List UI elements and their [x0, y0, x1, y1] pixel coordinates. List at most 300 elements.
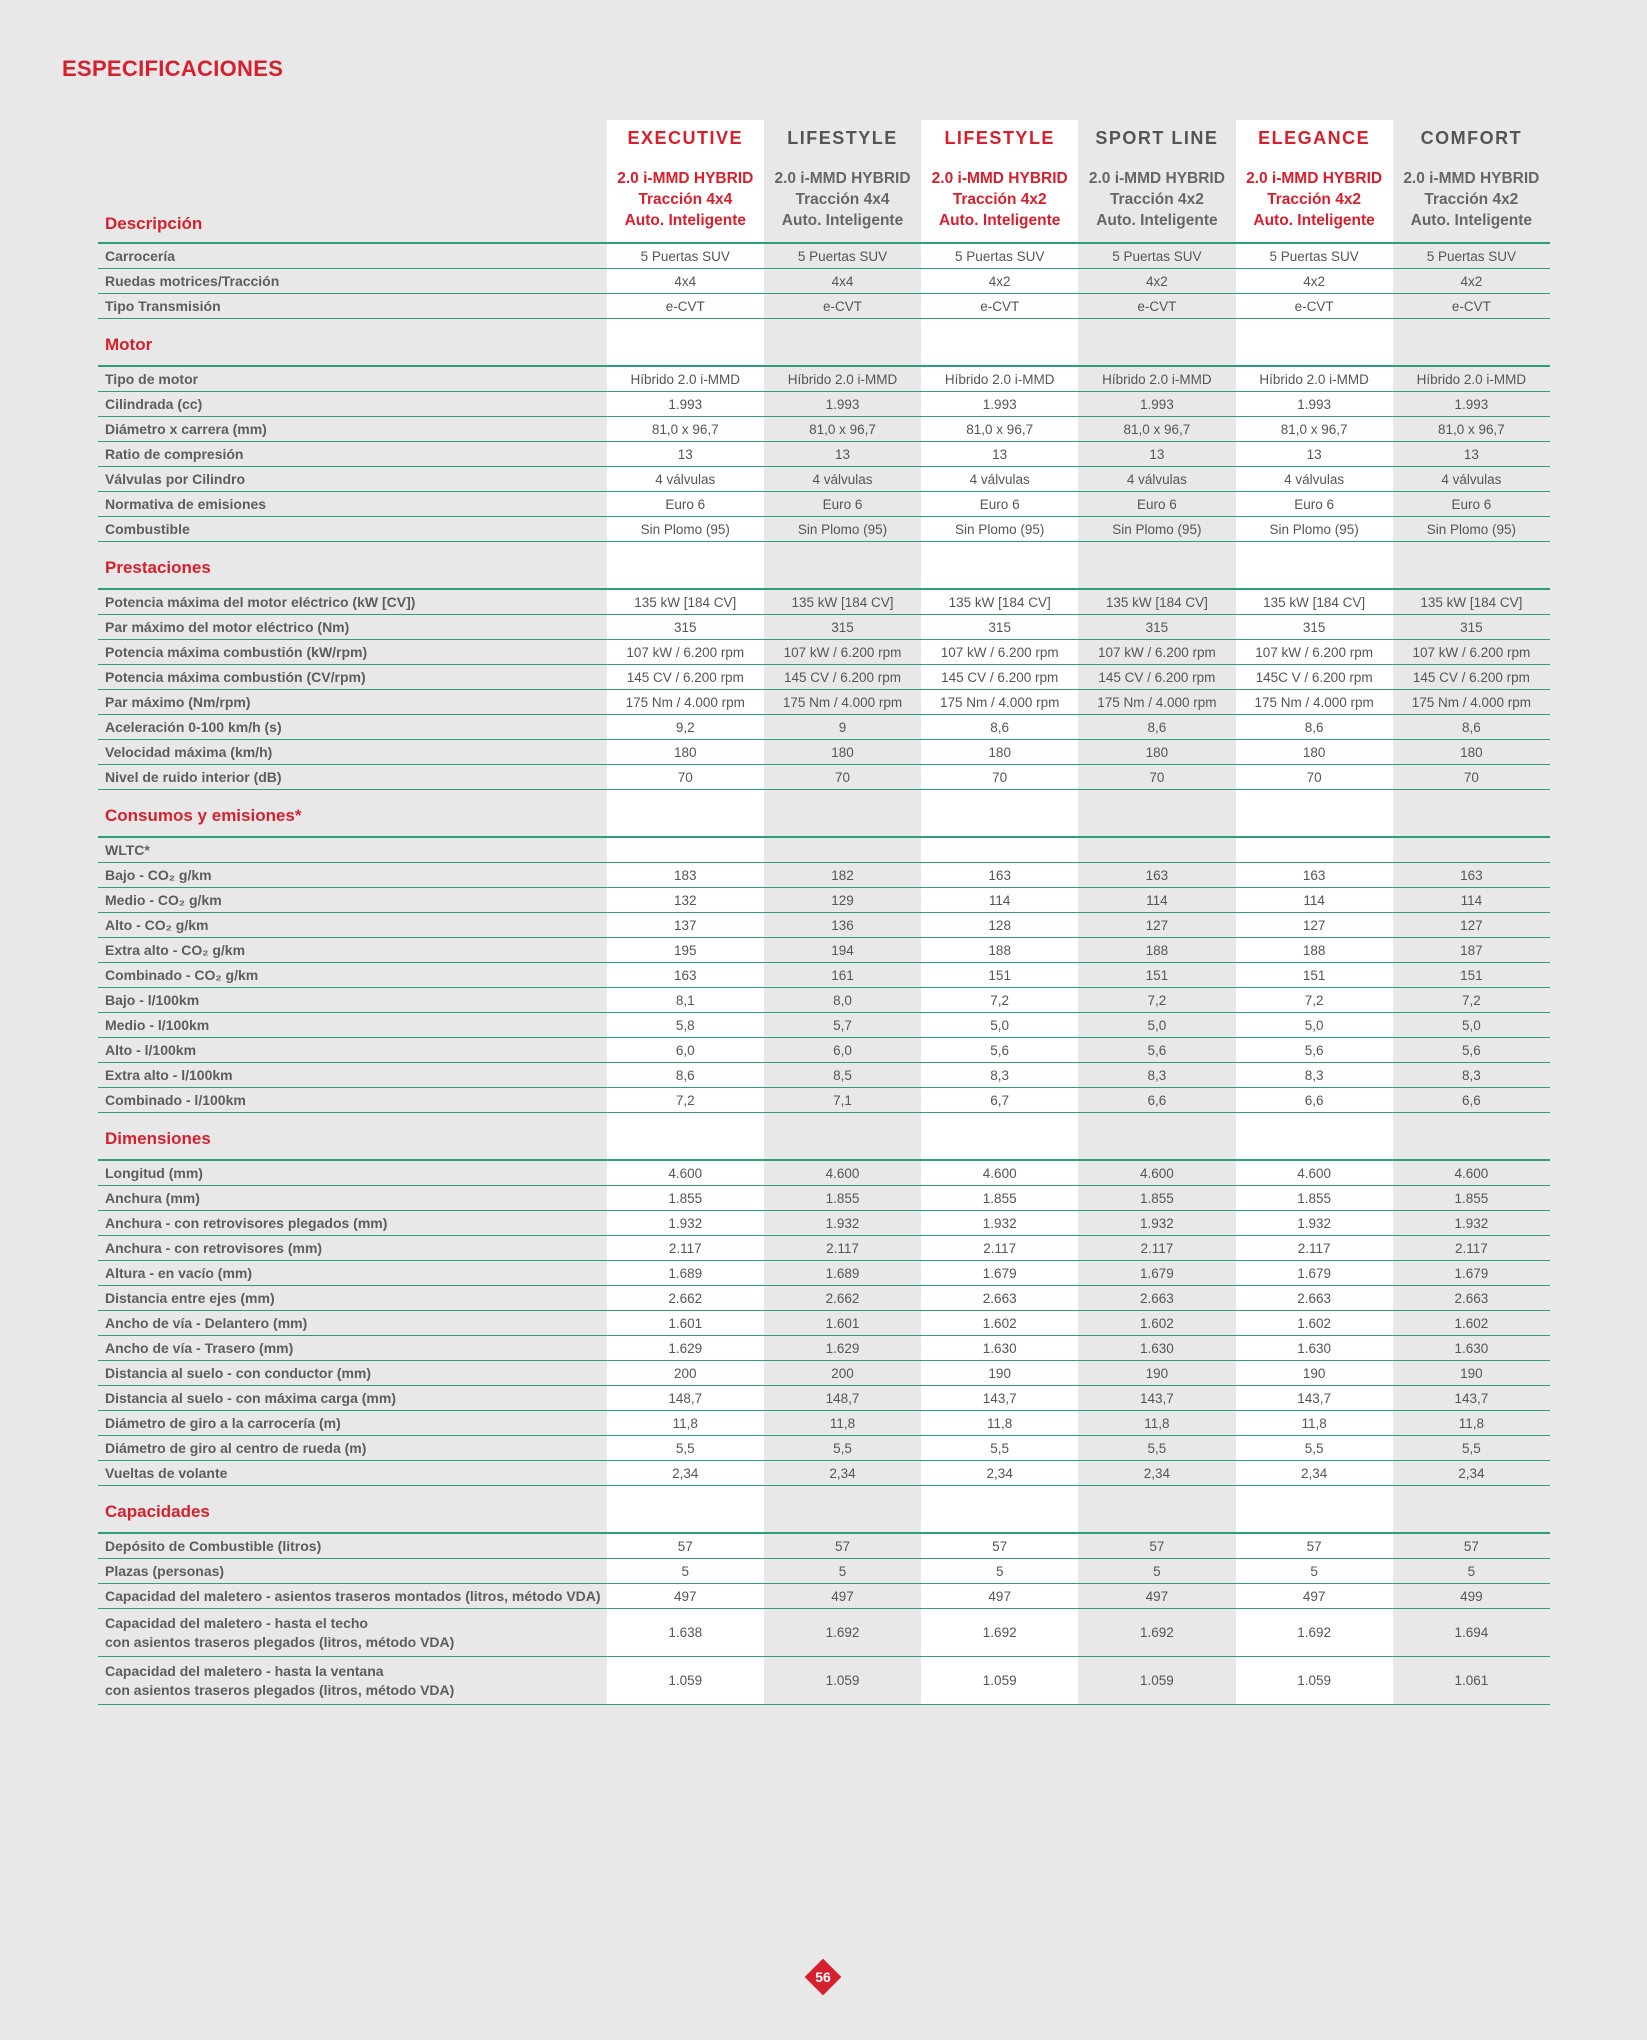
table-cell: 8,1: [607, 988, 764, 1013]
table-cell: 8,6: [921, 715, 1078, 740]
table-cell: 135 kW [184 CV]: [764, 589, 921, 615]
table-cell: 2.663: [1078, 1286, 1235, 1311]
table-cell: 194: [764, 938, 921, 963]
table-cell: 7,2: [1236, 988, 1393, 1013]
table-cell: 1.059: [764, 1657, 921, 1705]
table-cell: 1.630: [1078, 1336, 1235, 1361]
table-cell: 13: [1078, 442, 1235, 467]
table-cell: 5: [1078, 1559, 1235, 1584]
table-cell: 57: [1078, 1533, 1235, 1559]
table-cell: 4x2: [1236, 269, 1393, 294]
table-cell: 2.662: [607, 1286, 764, 1311]
column-header-3: LIFESTYLE: [921, 120, 1078, 156]
row-label: Par máximo (Nm/rpm): [98, 690, 607, 715]
section-spacer-cell: [1393, 319, 1550, 367]
table-cell: 1.689: [764, 1261, 921, 1286]
table-cell: 5,5: [1393, 1436, 1550, 1461]
table-row: [98, 467, 1550, 492]
table-cell: 70: [764, 765, 921, 790]
table-cell: 188: [1078, 938, 1235, 963]
table-cell: 8,6: [1078, 715, 1235, 740]
table-cell: 151: [1393, 963, 1550, 988]
table-row: [98, 1236, 1550, 1261]
table-cell: 1.602: [1078, 1311, 1235, 1336]
table-cell: 1.630: [1393, 1336, 1550, 1361]
table-cell: 4 válvulas: [607, 467, 764, 492]
section-spacer-cell: [607, 1113, 764, 1161]
table-row: [98, 1386, 1550, 1411]
table-cell: 315: [1236, 615, 1393, 640]
table-row: [98, 366, 1550, 392]
row-label: Alto - l/100km: [98, 1038, 607, 1063]
table-cell: 1.855: [1078, 1186, 1235, 1211]
table-cell: 13: [921, 442, 1078, 467]
table-cell: Sin Plomo (95): [607, 517, 764, 542]
row-label: Combustible: [98, 517, 607, 542]
column-variant-4: [1078, 156, 1235, 243]
table-cell: 107 kW / 6.200 rpm: [764, 640, 921, 665]
table-row: [98, 913, 1550, 938]
row-label: Normativa de emisiones: [98, 492, 607, 517]
row-label: Combinado - CO₂ g/km: [98, 963, 607, 988]
table-cell: 1.679: [1236, 1261, 1393, 1286]
section-spacer-cell: [1236, 1113, 1393, 1161]
section-spacer-cell: [1393, 790, 1550, 838]
table-cell: 1.679: [1393, 1261, 1550, 1286]
table-row: [98, 765, 1550, 790]
table-cell: 6,6: [1393, 1088, 1550, 1113]
row-label: Anchura (mm): [98, 1186, 607, 1211]
table-cell: 2,34: [1236, 1461, 1393, 1486]
row-label: Medio - l/100km: [98, 1013, 607, 1038]
table-cell: 6,0: [607, 1038, 764, 1063]
table-cell: 137: [607, 913, 764, 938]
table-cell: 5,5: [921, 1436, 1078, 1461]
table-cell: Sin Plomo (95): [1236, 517, 1393, 542]
row-label: Potencia máxima combustión (CV/rpm): [98, 665, 607, 690]
table-cell: 1.061: [1393, 1657, 1550, 1705]
table-cell: 57: [607, 1533, 764, 1559]
table-cell: 1.629: [607, 1336, 764, 1361]
table-cell: 161: [764, 963, 921, 988]
section-spacer-cell: [1236, 837, 1393, 863]
table-cell: 2,34: [1393, 1461, 1550, 1486]
table-cell: 57: [1236, 1533, 1393, 1559]
table-cell: 5,8: [607, 1013, 764, 1038]
section-spacer-cell: [764, 790, 921, 838]
table-cell: 145C V / 6.200 rpm: [1236, 665, 1393, 690]
table-cell: 11,8: [607, 1411, 764, 1436]
variant-line: 2.0 i-MMD HYBRID: [931, 169, 1068, 187]
table-cell: 1.602: [921, 1311, 1078, 1336]
table-cell: 114: [1078, 888, 1235, 913]
section-spacer-cell: [607, 1486, 764, 1534]
table-cell: e-CVT: [1393, 294, 1550, 319]
row-label: Bajo - l/100km: [98, 988, 607, 1013]
table-cell: 5 Puertas SUV: [1236, 243, 1393, 269]
table-cell: 1.602: [1236, 1311, 1393, 1336]
specifications-table: [98, 120, 1550, 1705]
column-header-5: ELEGANCE: [1236, 120, 1393, 156]
table-cell: 13: [764, 442, 921, 467]
table-row: [98, 740, 1550, 765]
table-cell: 145 CV / 6.200 rpm: [607, 665, 764, 690]
table-cell: 182: [764, 863, 921, 888]
table-row: [98, 1311, 1550, 1336]
table-cell: 127: [1078, 913, 1235, 938]
table-cell: Euro 6: [921, 492, 1078, 517]
row-label: Capacidad del maletero - asientos traseros montados (litros, método VDA): [98, 1584, 607, 1609]
table-cell: Híbrido 2.0 i-MMD: [764, 366, 921, 392]
table-cell: 135 kW [184 CV]: [921, 589, 1078, 615]
table-cell: 315: [1078, 615, 1235, 640]
row-label: Distancia al suelo - con conductor (mm): [98, 1361, 607, 1386]
section-title: Dimensiones: [98, 1113, 607, 1161]
table-cell: 107 kW / 6.200 rpm: [1078, 640, 1235, 665]
row-label: Longitud (mm): [98, 1160, 607, 1186]
table-cell: 315: [607, 615, 764, 640]
table-cell: 190: [1078, 1361, 1235, 1386]
table-row: [98, 1533, 1550, 1559]
table-cell: 1.932: [1236, 1211, 1393, 1236]
table-cell: 1.855: [764, 1186, 921, 1211]
table-cell: 1.059: [921, 1657, 1078, 1705]
table-cell: 5,6: [1078, 1038, 1235, 1063]
table-cell: 5,0: [1393, 1013, 1550, 1038]
table-cell: 180: [1393, 740, 1550, 765]
table-cell: 114: [921, 888, 1078, 913]
row-label-line: Capacidad del maletero - hasta la ventana: [105, 1662, 384, 1679]
table-cell: 4x4: [607, 269, 764, 294]
row-label: Ancho de vía - Delantero (mm): [98, 1311, 607, 1336]
description-label: Descripción: [98, 156, 607, 243]
table-cell: 151: [921, 963, 1078, 988]
table-cell: 180: [607, 740, 764, 765]
section-spacer-cell: [607, 319, 764, 367]
table-cell: 5: [921, 1559, 1078, 1584]
table-cell: 135 kW [184 CV]: [1078, 589, 1235, 615]
table-cell: 145 CV / 6.200 rpm: [1078, 665, 1235, 690]
table-cell: 135 kW [184 CV]: [1393, 589, 1550, 615]
variant-line: Tracción 4x4: [795, 190, 890, 208]
table-cell: 143,7: [921, 1386, 1078, 1411]
table-cell: 114: [1236, 888, 1393, 913]
table-cell: 2,34: [921, 1461, 1078, 1486]
table-cell: 5,5: [1236, 1436, 1393, 1461]
table-cell: 1.692: [921, 1609, 1078, 1657]
variant-line: Auto. Inteligente: [938, 211, 1061, 229]
table-cell: 5 Puertas SUV: [1393, 243, 1550, 269]
table-cell: 1.932: [607, 1211, 764, 1236]
section-spacer-cell: [921, 542, 1078, 590]
row-label: Diámetro de giro al centro de rueda (m): [98, 1436, 607, 1461]
table-cell: e-CVT: [1078, 294, 1235, 319]
table-cell: 180: [1078, 740, 1235, 765]
table-cell: 1.855: [1393, 1186, 1550, 1211]
table-cell: 163: [607, 963, 764, 988]
table-cell: 81,0 x 96,7: [921, 417, 1078, 442]
table-cell: e-CVT: [1236, 294, 1393, 319]
table-row: [98, 640, 1550, 665]
table-cell: 107 kW / 6.200 rpm: [607, 640, 764, 665]
table-cell: 5 Puertas SUV: [1078, 243, 1235, 269]
table-cell: 180: [1236, 740, 1393, 765]
table-cell: 2.117: [1078, 1236, 1235, 1261]
column-variant-3: [921, 156, 1078, 243]
table-cell: 1.679: [1078, 1261, 1235, 1286]
table-cell: 145 CV / 6.200 rpm: [764, 665, 921, 690]
header-spacer: [98, 120, 607, 156]
table-cell: 6,6: [1236, 1088, 1393, 1113]
table-cell: 143,7: [1078, 1386, 1235, 1411]
page-number-badge: [804, 1958, 842, 1996]
table-row: [98, 1063, 1550, 1088]
row-label: Tipo Transmisión: [98, 294, 607, 319]
table-cell: 1.993: [921, 392, 1078, 417]
row-label: Anchura - con retrovisores plegados (mm): [98, 1211, 607, 1236]
table-cell: 1.993: [1078, 392, 1235, 417]
section-spacer-cell: [764, 319, 921, 367]
table-cell: 9,2: [607, 715, 764, 740]
table-cell: 188: [921, 938, 1078, 963]
section-spacer-cell: [1078, 1113, 1235, 1161]
table-cell: 5 Puertas SUV: [607, 243, 764, 269]
table-cell: 8,5: [764, 1063, 921, 1088]
variant-line: Tracción 4x2: [1267, 190, 1362, 208]
section-spacer-cell: [921, 1486, 1078, 1534]
table-cell: 175 Nm / 4.000 rpm: [1393, 690, 1550, 715]
table-cell: 180: [764, 740, 921, 765]
section-spacer-cell: [607, 542, 764, 590]
variant-line: 2.0 i-MMD HYBRID: [1088, 169, 1225, 187]
table-cell: 1.993: [1236, 392, 1393, 417]
table-cell: 163: [921, 863, 1078, 888]
table-cell: Euro 6: [1236, 492, 1393, 517]
table-cell: 183: [607, 863, 764, 888]
row-label: Extra alto - l/100km: [98, 1063, 607, 1088]
table-cell: 7,2: [607, 1088, 764, 1113]
row-label: Altura - en vacío (mm): [98, 1261, 607, 1286]
subsection-row: [98, 837, 1550, 863]
table-row: [98, 938, 1550, 963]
table-cell: 5: [1236, 1559, 1393, 1584]
table-cell: 4.600: [1236, 1160, 1393, 1186]
table-cell: 163: [1393, 863, 1550, 888]
table-cell: 151: [1236, 963, 1393, 988]
table-row: [98, 1436, 1550, 1461]
table-row: [98, 442, 1550, 467]
table-cell: 2.117: [1236, 1236, 1393, 1261]
table-cell: e-CVT: [764, 294, 921, 319]
variant-line: 2.0 i-MMD HYBRID: [1403, 169, 1540, 187]
section-spacer-cell: [764, 1486, 921, 1534]
table-cell: 2.662: [764, 1286, 921, 1311]
table-cell: 195: [607, 938, 764, 963]
section-spacer-cell: [764, 837, 921, 863]
row-label: Vueltas de volante: [98, 1461, 607, 1486]
table-cell: 200: [607, 1361, 764, 1386]
row-label: [98, 1609, 607, 1657]
table-cell: 8,3: [921, 1063, 1078, 1088]
row-label-line: Capacidad del maletero - hasta el techo: [105, 1614, 368, 1631]
table-cell: 6,6: [1078, 1088, 1235, 1113]
table-cell: 8,6: [607, 1063, 764, 1088]
row-label: Depósito de Combustible (litros): [98, 1533, 607, 1559]
table-row: [98, 589, 1550, 615]
table-cell: 5: [1393, 1559, 1550, 1584]
table-cell: 81,0 x 96,7: [764, 417, 921, 442]
table-cell: 5 Puertas SUV: [921, 243, 1078, 269]
row-label: Par máximo del motor eléctrico (Nm): [98, 615, 607, 640]
variant-line: Auto. Inteligente: [1096, 211, 1218, 229]
section-title: Capacidades: [98, 1486, 607, 1534]
variant-line: Tracción 4x4: [638, 190, 733, 208]
table-cell: 7,2: [1078, 988, 1235, 1013]
section-spacer-cell: [1078, 542, 1235, 590]
row-label: [98, 1657, 607, 1705]
table-cell: 148,7: [607, 1386, 764, 1411]
table-cell: 1.692: [1236, 1609, 1393, 1657]
table-cell: 1.679: [921, 1261, 1078, 1286]
section-title: Motor: [98, 319, 607, 367]
table-cell: 5,0: [1078, 1013, 1235, 1038]
row-label: Bajo - CO₂ g/km: [98, 863, 607, 888]
table-cell: 145 CV / 6.200 rpm: [921, 665, 1078, 690]
table-cell: 7,2: [921, 988, 1078, 1013]
table-cell: 151: [1078, 963, 1235, 988]
row-label: Potencia máxima del motor eléctrico (kW [CV]): [98, 589, 607, 615]
table-cell: 5,5: [607, 1436, 764, 1461]
table-row: [98, 492, 1550, 517]
table-cell: 4x2: [1393, 269, 1550, 294]
table-row: [98, 1336, 1550, 1361]
table-cell: 143,7: [1236, 1386, 1393, 1411]
table-cell: 57: [764, 1533, 921, 1559]
table-cell: 6,0: [764, 1038, 921, 1063]
table-cell: Euro 6: [607, 492, 764, 517]
section-spacer-cell: [1078, 837, 1235, 863]
row-label: Alto - CO₂ g/km: [98, 913, 607, 938]
table-cell: Sin Plomo (95): [921, 517, 1078, 542]
table-cell: 5,6: [921, 1038, 1078, 1063]
section-spacer-cell: [1393, 1486, 1550, 1534]
section-spacer-cell: [921, 790, 1078, 838]
table-cell: 190: [1236, 1361, 1393, 1386]
table-row: [98, 294, 1550, 319]
table-cell: 81,0 x 96,7: [607, 417, 764, 442]
table-cell: 11,8: [1236, 1411, 1393, 1436]
row-label: Medio - CO₂ g/km: [98, 888, 607, 913]
section-spacer-cell: [1236, 542, 1393, 590]
table-cell: 8,3: [1236, 1063, 1393, 1088]
table-cell: 497: [607, 1584, 764, 1609]
table-cell: e-CVT: [607, 294, 764, 319]
table-cell: 175 Nm / 4.000 rpm: [1078, 690, 1235, 715]
table-cell: 132: [607, 888, 764, 913]
section-spacer-cell: [607, 790, 764, 838]
table-cell: 1.059: [1078, 1657, 1235, 1705]
table-cell: 114: [1393, 888, 1550, 913]
column-variant-2: [764, 156, 921, 243]
table-cell: 135 kW [184 CV]: [1236, 589, 1393, 615]
table-cell: 497: [764, 1584, 921, 1609]
section-spacer-cell: [1078, 790, 1235, 838]
section-row: [98, 542, 1550, 590]
table-cell: 1.993: [607, 392, 764, 417]
table-cell: 6,7: [921, 1088, 1078, 1113]
row-label-line: con asientos traseros plegados (litros, método VDA): [105, 1681, 455, 1698]
table-cell: Híbrido 2.0 i-MMD: [1236, 366, 1393, 392]
table-cell: 13: [1236, 442, 1393, 467]
table-row: [98, 1361, 1550, 1386]
column-variant-6: [1393, 156, 1550, 243]
table-row: [98, 1186, 1550, 1211]
section-spacer-cell: [921, 1113, 1078, 1161]
section-spacer-cell: [764, 1113, 921, 1161]
table-cell: 315: [1393, 615, 1550, 640]
table-cell: 127: [1393, 913, 1550, 938]
row-label: Anchura - con retrovisores (mm): [98, 1236, 607, 1261]
table-row: [98, 1584, 1550, 1609]
table-cell: 175 Nm / 4.000 rpm: [921, 690, 1078, 715]
row-label: Válvulas por Cilindro: [98, 467, 607, 492]
variant-line: 2.0 i-MMD HYBRID: [774, 169, 911, 187]
table-row: [98, 888, 1550, 913]
table-cell: 70: [1393, 765, 1550, 790]
table-row: [98, 863, 1550, 888]
row-label: Tipo de motor: [98, 366, 607, 392]
table-cell: 190: [921, 1361, 1078, 1386]
row-label: Cilindrada (cc): [98, 392, 607, 417]
table-cell: 4x2: [921, 269, 1078, 294]
table-cell: 2.117: [607, 1236, 764, 1261]
table-cell: 4 válvulas: [1078, 467, 1235, 492]
table-cell: 5 Puertas SUV: [764, 243, 921, 269]
table-cell: 1.059: [607, 1657, 764, 1705]
table-row: [98, 1411, 1550, 1436]
table-cell: 315: [921, 615, 1078, 640]
section-spacer-cell: [764, 542, 921, 590]
variant-line: 2.0 i-MMD HYBRID: [1246, 169, 1383, 187]
table-cell: 4 válvulas: [1393, 467, 1550, 492]
section-spacer-cell: [607, 837, 764, 863]
column-header-4: SPORT LINE: [1095, 127, 1219, 148]
table-cell: 497: [921, 1584, 1078, 1609]
table-cell: Sin Plomo (95): [1393, 517, 1550, 542]
table-cell: 8,3: [1393, 1063, 1550, 1088]
section-row: [98, 319, 1550, 367]
table-cell: 128: [921, 913, 1078, 938]
table-cell: 499: [1393, 1584, 1550, 1609]
table-cell: 8,3: [1078, 1063, 1235, 1088]
section-spacer-cell: [1393, 837, 1550, 863]
table-cell: 107 kW / 6.200 rpm: [1236, 640, 1393, 665]
table-cell: 188: [1236, 938, 1393, 963]
row-label: Nivel de ruido interior (dB): [98, 765, 607, 790]
row-label: Carrocería: [98, 243, 607, 269]
table-cell: 13: [607, 442, 764, 467]
row-label: Diámetro x carrera (mm): [98, 417, 607, 442]
page-number: 56: [815, 1969, 831, 1985]
table-cell: 13: [1393, 442, 1550, 467]
table-cell: 1.692: [764, 1609, 921, 1657]
table-cell: 81,0 x 96,7: [1236, 417, 1393, 442]
table-cell: 107 kW / 6.200 rpm: [1393, 640, 1550, 665]
table-cell: 497: [1236, 1584, 1393, 1609]
variant-line: Auto. Inteligente: [1253, 211, 1375, 229]
table-row: [98, 1261, 1550, 1286]
section-title: Consumos y emisiones*: [98, 790, 607, 838]
